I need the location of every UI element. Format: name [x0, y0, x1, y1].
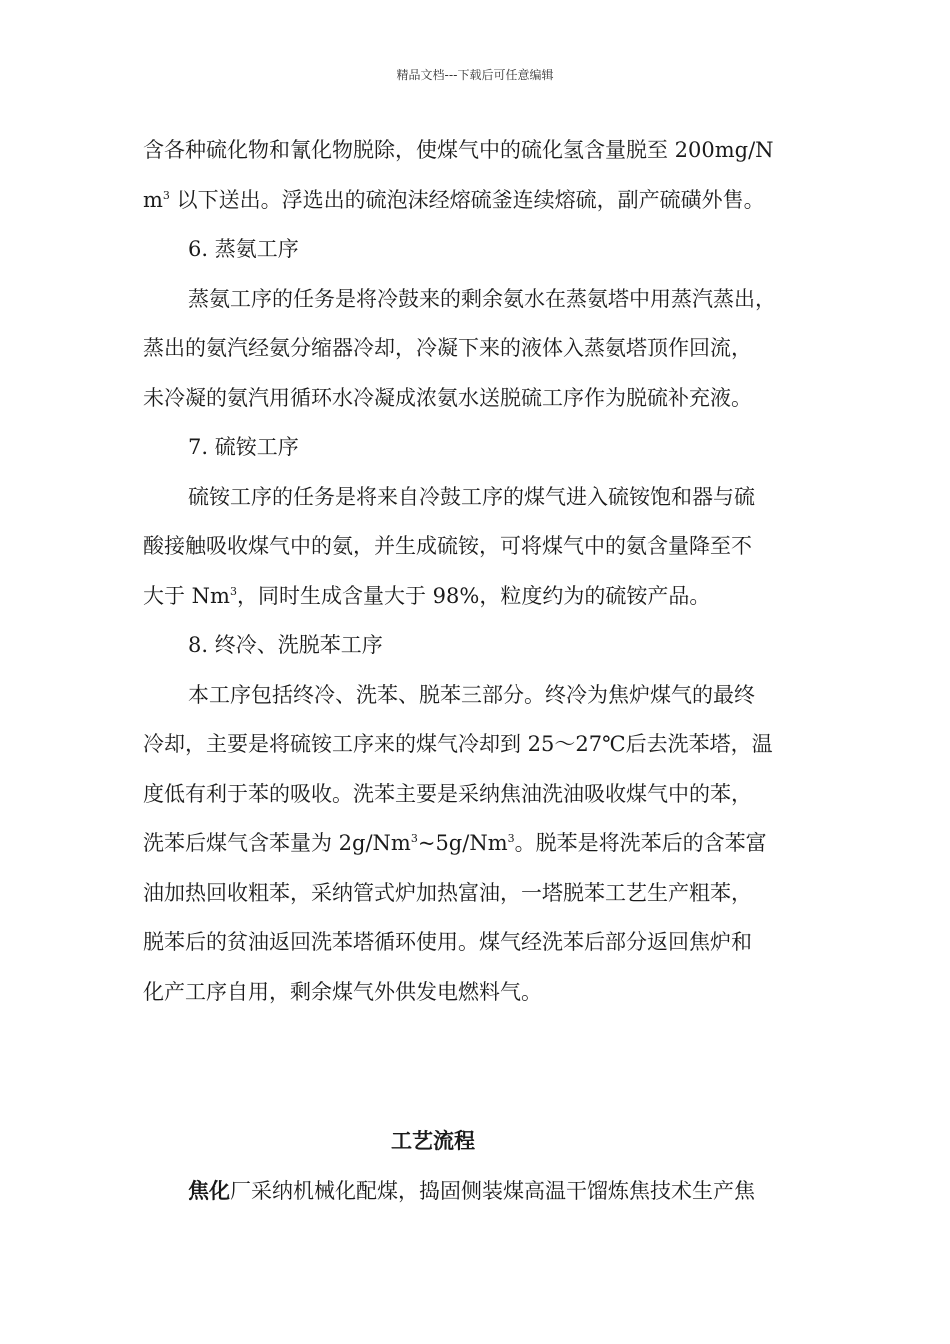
section-heading: 7. 硫铵工序	[188, 435, 299, 459]
section-heading: 8. 终冷、洗脱苯工序	[188, 633, 383, 657]
paragraph-line: 化产工序自用，剩余煤气外供发电燃料气。	[143, 979, 542, 1004]
text-run: 厂采纳机械化配煤，捣固侧装煤高温干馏炼焦技术生产焦	[230, 1178, 755, 1203]
paragraph-line: 冷却，主要是将硫铵工序来的煤气冷却到 25～27℃后去洗苯塔，温	[143, 732, 773, 756]
text-run: 。脱苯是将洗苯后的含苯富	[514, 831, 767, 855]
document-body	[143, 133, 813, 1223]
paragraph-line: 本工序包括终冷、洗苯、脱苯三部分。终冷为焦炉煤气的最终	[188, 682, 755, 707]
text-run: m	[143, 187, 163, 212]
superscript: 3	[162, 188, 170, 202]
text-run: ，同时生成含量大于 98%，粒度约为的硫铵产品。	[236, 583, 711, 608]
paragraph-line: 脱苯后的贫油返回洗苯塔循环使用。煤气经洗苯后部分返回焦炉和	[143, 930, 752, 954]
paragraph-line: 油加热回收粗苯，采纳管式炉加热富油，一塔脱苯工艺生产粗苯，	[143, 880, 752, 905]
superscript: 3	[229, 584, 237, 598]
paragraph-line: 未冷凝的氨汽用循环水冷凝成浓氨水送脱硫工序作为脱硫补充液。	[143, 385, 752, 410]
paragraph-line: 含各种硫化物和氰化物脱除，使煤气中的硫化氢含量脱至 200mg/N	[143, 138, 774, 162]
process-flow-title: 工艺流程	[391, 1128, 475, 1153]
paragraph-line	[143, 826, 813, 876]
text-run: 以下送出。浮选出的硫泡沫经熔硫釜连续熔硫，副产硫磺外售。	[169, 187, 765, 212]
page-header: 精品文档---下载后可任意编辑	[396, 68, 554, 82]
superscript: 3	[507, 832, 515, 845]
paragraph-line: 蒸出的氨汽经氨分缩器冷却，冷凝下来的液体入蒸氨塔顶作回流，	[143, 336, 752, 360]
paragraph-line: 度低有利于苯的吸收。洗苯主要是采纳焦油洗油吸收煤气中的苯，	[143, 781, 752, 806]
text-run: 洗苯后煤气含苯量为 2g/Nm	[143, 831, 411, 855]
text-run: ~5g/Nm	[417, 831, 508, 855]
paragraph-line: 蒸氨工序的任务是将冷鼓来的剩余氨水在蒸氨塔中用蒸汽蒸出，	[188, 286, 776, 311]
text-run: 大于 Nm	[143, 583, 230, 608]
bold-text-run: 焦化	[188, 1177, 230, 1203]
paragraph-line	[143, 183, 813, 233]
paragraph-line: 酸接触吸收煤气中的氨，并生成硫铵，可将煤气中的氨含量降至不	[143, 534, 752, 558]
paragraph-line	[143, 579, 813, 629]
paragraph-line: 硫铵工序的任务是将来自冷鼓工序的煤气进入硫铵饱和器与硫	[188, 484, 755, 509]
spacer	[143, 1024, 813, 1124]
superscript: 3	[410, 832, 418, 845]
section-heading: 6. 蒸氨工序	[188, 237, 299, 261]
paragraph-line	[143, 1174, 813, 1224]
